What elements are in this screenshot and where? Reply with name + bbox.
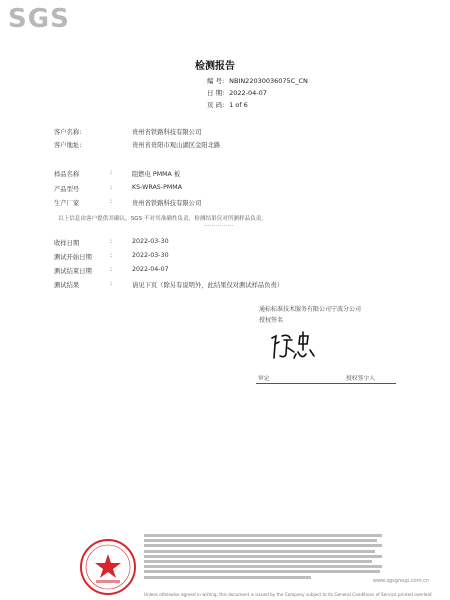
report-date <box>207 88 267 97</box>
test-end-colon: : <box>110 266 113 273</box>
test-start-value: 2022-03-30 <box>132 252 169 259</box>
handwritten-signature <box>266 330 326 364</box>
dotted-separator: …………… <box>204 222 234 228</box>
report-date-value: 2022-04-07 <box>229 89 267 97</box>
manufacturer-label: 生产厂家 <box>54 200 80 207</box>
receive-date-value: 2022-03-30 <box>132 238 169 245</box>
report-date-label: 日 期: <box>207 89 225 97</box>
sgs-logo <box>8 4 70 38</box>
fine-print-text: Unless otherwise agreed in writing, this document is issued by the Company subject to its General Conditions of Service printed overleaf. <box>144 592 433 597</box>
test-start-colon: : <box>110 252 113 259</box>
test-start-label: 测试开始日期 <box>54 254 92 261</box>
sample-name-label: 样品名称 <box>54 171 80 178</box>
fine-print-block <box>144 534 382 592</box>
sample-model-colon: : <box>110 184 113 191</box>
report-page-value: 1 of 6 <box>229 101 248 109</box>
signer-label: 授权签字人 <box>346 376 375 382</box>
test-result-colon: : <box>110 280 113 287</box>
manufacturer-value: 贵州省铁路科技有限公司 <box>132 200 202 207</box>
report-number-value: NBIN22030036075C_CN <box>229 77 308 85</box>
manufacturer-colon: : <box>110 198 113 205</box>
test-end-label: 测试结束日期 <box>54 268 92 275</box>
signature-line <box>256 383 396 384</box>
sample-model-label: 产品型号 <box>54 186 80 193</box>
sample-name-value: 阻燃电 PMMA 板 <box>132 171 181 178</box>
official-seal-icon <box>76 536 140 598</box>
issuing-organization: 通标标准技术服务有限公司宁波分公司 <box>259 306 362 313</box>
approved-label: 审定 <box>258 376 270 382</box>
client-name-value: 贵州省铁路科技有限公司 <box>132 129 202 136</box>
test-result-value: 请见下页（除另有说明外，此结果仅对测试样品负责） <box>132 282 284 289</box>
logo-text: SGS <box>8 4 70 34</box>
report-page <box>207 100 248 109</box>
sample-name-colon: : <box>110 169 113 176</box>
report-title: 检测报告 <box>195 61 235 72</box>
report-number <box>207 76 308 85</box>
footer-website: www.sgsgroup.com.cn <box>373 578 430 584</box>
test-result-label: 测试结果 <box>54 282 80 289</box>
client-name-label: 客户名称: <box>54 129 82 136</box>
receive-date-label: 收样日期 <box>54 240 80 247</box>
report-page-label: 页 码: <box>207 101 225 109</box>
test-end-value: 2022-04-07 <box>132 266 169 273</box>
receive-date-colon: : <box>110 238 113 245</box>
authorized-signature-label: 授权签名 <box>259 317 284 324</box>
disclaimer-note: 以上信息由客户提供并确认，SGS 不对其准确性负责，检测结果仅对所测样品负责。 <box>58 216 267 222</box>
report-number-label: 编 号: <box>207 77 225 85</box>
client-address-label: 客户地址: <box>54 142 82 149</box>
sample-model-value: KS-WRAS-PMMA <box>132 184 183 191</box>
client-address-value: 贵州省贵阳市观山湖区金阳北路 <box>132 142 221 149</box>
